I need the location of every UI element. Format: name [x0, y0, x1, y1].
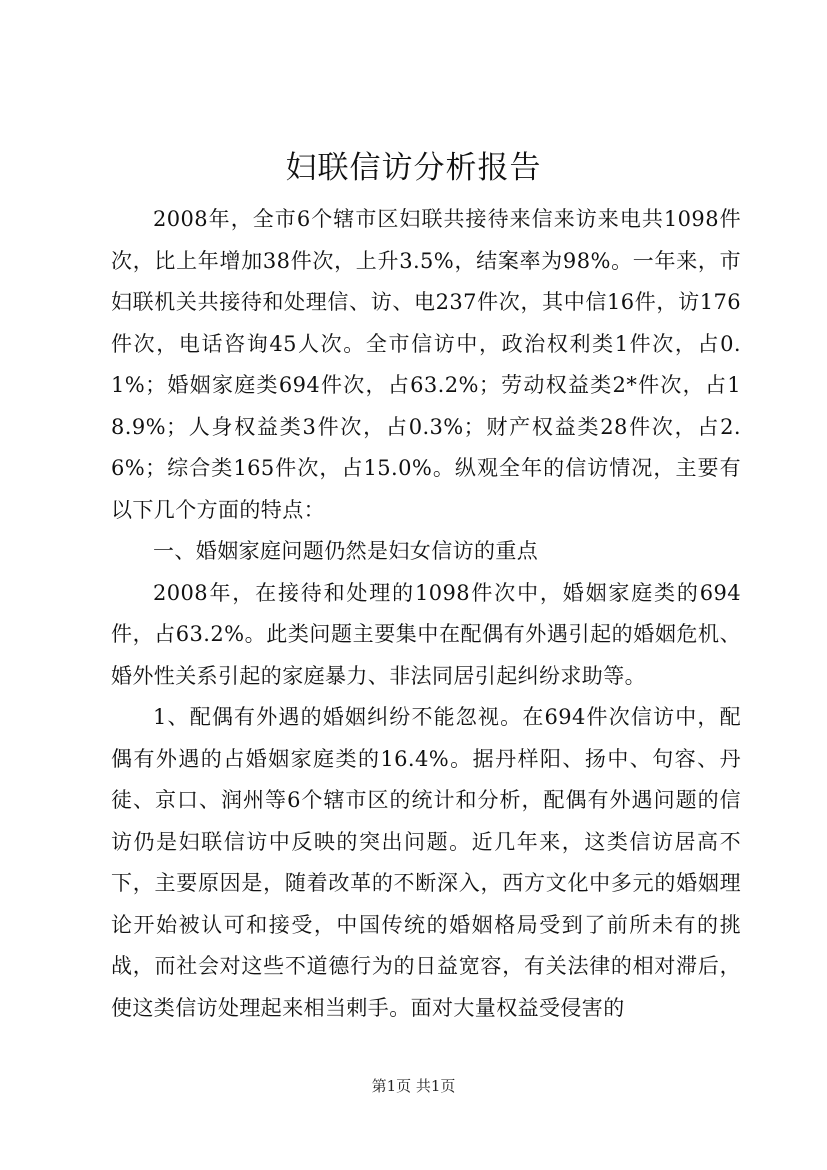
document-title: 妇联信访分析报告: [285, 150, 542, 186]
page-footer: 第1页 共1页: [371, 1077, 456, 1095]
paragraph-subsection-1: 1、配偶有外遇的婚姻纠纷不能忽视。在694件次信访中，配偶有外遇的占婚姻家庭类的16.4%。据丹样阳、扬中、句容、丹徒、京口、润州等6个辖市区的统计和分析，配偶有外遇问题的信访仍是妇联信访中反映的突出问题。近几年来，这类信访居高不下，主要原因是，随着改革的不断深入，西方文化中多元的婚姻理论开始被认可和接受，中国传统的婚姻格局受到了前所未有的挑战，而社会对这些不道德行为的日益宽容，有关法律的相对滞后，使这类信访处理起来相当剌手。面对大量权益受侵害的: [111, 705, 741, 1020]
document-body: [111, 199, 741, 1029]
paragraph-intro: 2008年，全市6个辖市区妇联共接待来信来访来电共1098件次，比上年增加38件次，上升3.5%，结案率为98%。一年来，市妇联机关共接待和处理信、访、电237件次，其中信16件，访176件次，电话咨询45人次。全市信访中，政治权利类1件次，占0.1%；婚姻家庭类694件次，占63.2%；劳动权益类2*件次，占18.9%；人身权益类3件次，占0.3%；财产权益类28件次，占2.6%；综合类165件次，占15.0%。纵观全年的信访情况，主要有以下几个方面的特点：: [111, 207, 741, 522]
section-heading-1: 一、婚姻家庭问题仍然是妇女信访的重点: [153, 539, 539, 563]
paragraph-section-1: 2008年，在接待和处理的1098件次中，婚姻家庭类的694件，占63.2%。此类问题主要集中在配偶有外遇引起的婚姻危机、婚外性关系引起的家庭暴力、非法同居引起纠纷求助等。: [111, 580, 741, 688]
